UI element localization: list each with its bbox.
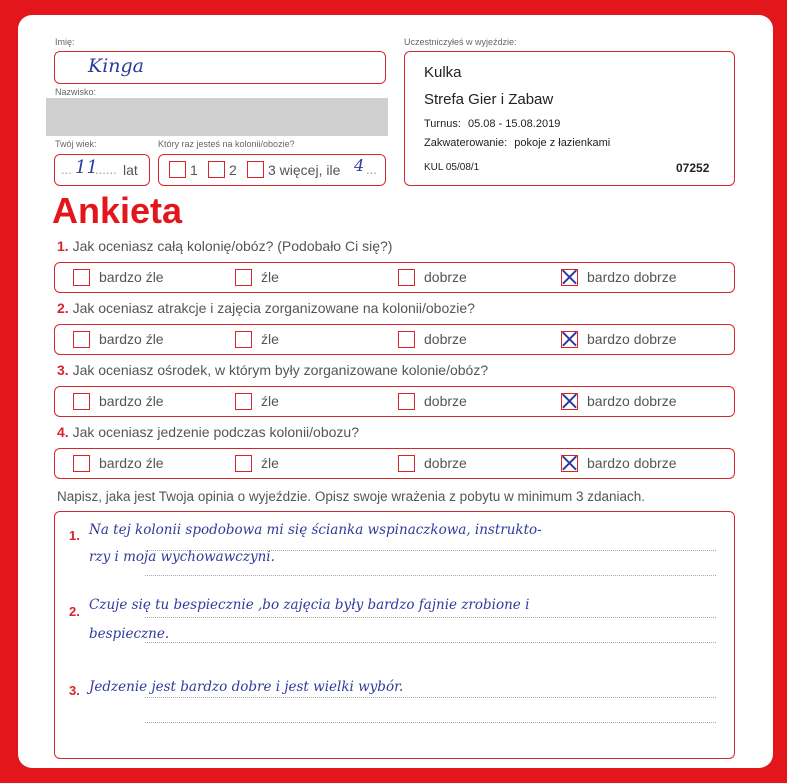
q3-checkbox-bardzo-dobrze[interactable] (561, 393, 578, 410)
opinion-prompt: Napisz, jaka jest Twoja opinia o wyjeździe. Opisz swoje wrażenia z pobytu w minimum 3 zdaniach. (57, 489, 646, 504)
surname-label: Nazwisko: (55, 87, 97, 97)
q3-checkbox-bardzo-zle[interactable] (73, 393, 90, 410)
q2-option-bardzo-dobrze: bardzo dobrze (587, 331, 677, 347)
age-field[interactable] (54, 154, 150, 186)
q1-checkbox-dobrze[interactable] (398, 269, 415, 286)
q3-option-bardzo-dobrze: bardzo dobrze (587, 393, 677, 409)
accommodation-value: pokoje z łazienkami (514, 137, 611, 149)
times-field (158, 154, 386, 186)
trip-label: Uczestniczyłeś w wyjeździe: (404, 37, 517, 47)
surname-redacted (46, 98, 388, 136)
camp-name: Kulka (424, 64, 462, 81)
answer-3-line-1: Jedzenie jest bardzo dobre i jest wielki wybór. (89, 679, 404, 695)
question-2-text: Jak oceniasz atrakcje i zajęcia zorganizowane na kolonii/obozie? (72, 300, 475, 316)
q3-option-bardzo-zle: bardzo źle (99, 393, 164, 409)
q4-checkbox-bardzo-zle[interactable] (73, 455, 90, 472)
question-3-text: Jak oceniasz ośrodek, w którym były zorganizowane kolonie/obóz? (72, 362, 489, 378)
term-row (424, 118, 560, 130)
answer-line (145, 617, 716, 618)
q1-checkbox-zle[interactable] (235, 269, 252, 286)
times-checkbox-2[interactable] (208, 161, 225, 178)
question-1-options (54, 262, 735, 293)
age-unit: lat (123, 162, 138, 178)
term-value: 05.08 - 15.08.2019 (467, 118, 561, 130)
times-checkbox-3[interactable] (247, 161, 264, 178)
question-3 (57, 362, 488, 378)
answer-2-number: 2. (69, 604, 80, 619)
age-label: Twój wiek: (55, 139, 97, 149)
question-4-text: Jak oceniasz jedzenie podczas kolonii/obozu? (72, 424, 359, 440)
q2-checkbox-bardzo-dobrze[interactable] (561, 331, 578, 348)
question-4 (57, 424, 359, 440)
age-dots-left: ... (61, 162, 72, 177)
answer-line (145, 575, 716, 576)
question-2-options (54, 324, 735, 355)
q4-checkbox-zle[interactable] (235, 455, 252, 472)
question-1-text: Jak oceniasz całą kolonię/obóz? (Podobało Ci się?) (72, 238, 393, 254)
question-3-number: 3. (57, 362, 69, 378)
q4-checkbox-dobrze[interactable] (398, 455, 415, 472)
q4-option-zle: źle (261, 455, 279, 471)
question-2 (57, 300, 475, 316)
times-label: Który raz jesteś na kolonii/obozie? (158, 139, 295, 149)
question-1 (57, 238, 392, 254)
name-label: Imię: (55, 37, 75, 47)
answer-2-line-1: Czuje się tu bespiecznie ,bo zajęcia były bardzo fajnie zrobione i (89, 597, 530, 613)
q1-checkbox-bardzo-zle[interactable] (73, 269, 90, 286)
q2-checkbox-zle[interactable] (235, 331, 252, 348)
accommodation-label: Zakwaterowanie: (424, 137, 508, 149)
q1-checkbox-bardzo-dobrze[interactable] (561, 269, 578, 286)
answer-1-number: 1. (69, 528, 80, 543)
q4-option-dobrze: dobrze (424, 455, 467, 471)
q1-option-zle: źle (261, 269, 279, 285)
survey-title: Ankieta (52, 190, 183, 231)
term-label: Turnus: (424, 118, 461, 130)
q1-option-dobrze: dobrze (424, 269, 467, 285)
accommodation-row (424, 137, 610, 149)
q1-option-bardzo-zle: bardzo źle (99, 269, 164, 285)
q3-option-zle: źle (261, 393, 279, 409)
q1-option-bardzo-dobrze: bardzo dobrze (587, 269, 677, 285)
answer-line (145, 697, 716, 698)
camp-subtitle: Strefa Gier i Zabaw (424, 91, 554, 108)
question-3-options (54, 386, 735, 417)
question-4-number: 4. (57, 424, 69, 440)
age-value: 11 (75, 157, 98, 178)
answer-1-line-1: Na tej kolonii spodobowa mi się ścianka wspinaczkowa, instrukto- (89, 522, 542, 538)
q2-option-zle: źle (261, 331, 279, 347)
q4-option-bardzo-zle: bardzo źle (99, 455, 164, 471)
q4-checkbox-bardzo-dobrze[interactable] (561, 455, 578, 472)
answer-line (145, 722, 716, 723)
times-dots: ... (366, 162, 377, 177)
answer-2-line-2: bespieczne. (89, 626, 170, 642)
q2-checkbox-bardzo-zle[interactable] (73, 331, 90, 348)
q3-checkbox-dobrze[interactable] (398, 393, 415, 410)
q2-option-dobrze: dobrze (424, 331, 467, 347)
times-option-1: 1 (190, 162, 198, 178)
times-option-2: 2 (229, 162, 237, 178)
times-value: 4 (354, 156, 365, 175)
answer-1-line-2: rzy i moja wychowawczyni. (89, 549, 275, 565)
question-4-options (54, 448, 735, 479)
answer-line (145, 642, 716, 643)
age-dots-right: ...... (95, 162, 117, 177)
times-checkbox-1[interactable] (169, 161, 186, 178)
answer-3-number: 3. (69, 683, 80, 698)
trip-code: KUL 05/08/1 (424, 162, 480, 173)
question-2-number: 2. (57, 300, 69, 316)
q4-option-bardzo-dobrze: bardzo dobrze (587, 455, 677, 471)
q2-checkbox-dobrze[interactable] (398, 331, 415, 348)
q2-option-bardzo-zle: bardzo źle (99, 331, 164, 347)
name-field[interactable] (54, 51, 386, 84)
question-1-number: 1. (57, 238, 69, 254)
q3-option-dobrze: dobrze (424, 393, 467, 409)
times-option-3: 3 więcej, ile (268, 162, 341, 178)
name-value: Kinga (88, 55, 144, 77)
q3-checkbox-zle[interactable] (235, 393, 252, 410)
trip-number: 07252 (676, 161, 710, 175)
